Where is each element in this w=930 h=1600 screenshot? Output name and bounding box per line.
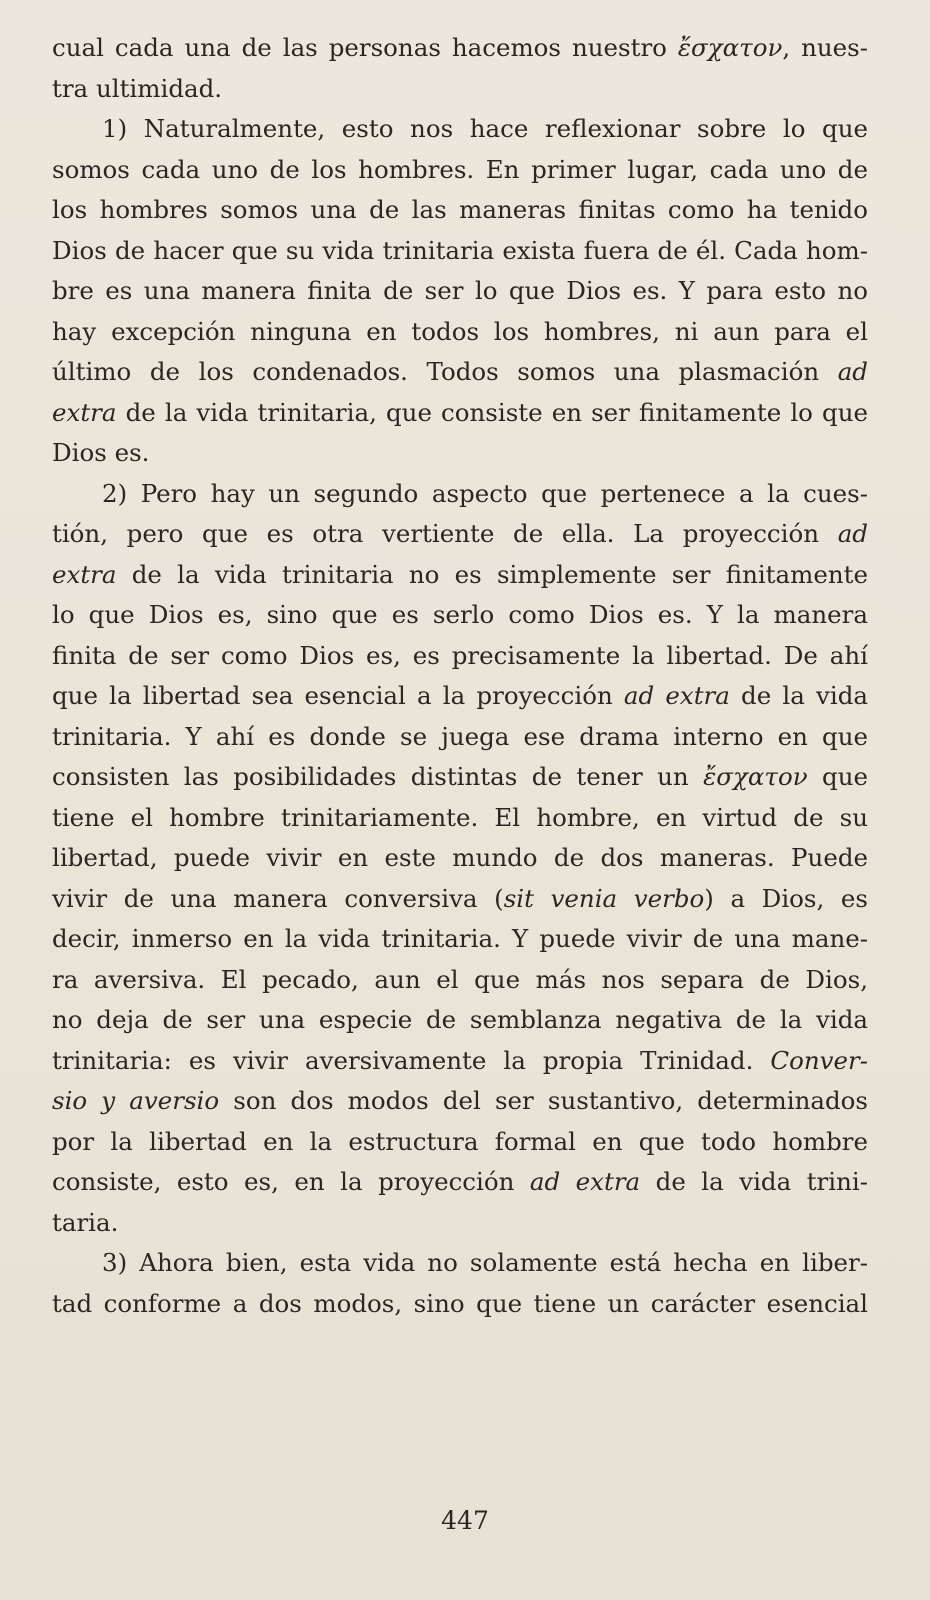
text-line [52,717,868,758]
text-line [52,271,868,312]
italic-text: extra [52,559,117,589]
text-run: tiene el hombre trinitariamente. El hombre, en virtud de su [52,802,868,832]
italic-text: ad [837,357,868,386]
text-run: cual cada una de las personas hacemos nuestro [52,33,678,62]
text-line [52,109,868,150]
text-line [52,1000,868,1041]
text-line [52,555,868,596]
text-line [52,474,868,515]
text-run: de la vida trinitaria, que consiste en ser finitamente lo que [116,397,868,427]
text-line [52,352,868,393]
text-line [52,150,868,191]
text-run: ra aversiva. El pecado, aun el que más nos separa de Dios, [52,964,868,994]
text-run: decir, inmerso en la vida trinitaria. Y puede vivir de una mane- [52,924,868,953]
text-line [52,919,868,960]
page-number: 447 [441,1506,489,1535]
text-run: finita de ser como Dios es, es precisamente la libertad. De ahí [52,640,868,670]
text-line [52,595,868,636]
text-line [52,190,868,231]
italic-text: ad [837,519,868,548]
text-line [52,393,868,434]
text-line [52,636,868,677]
text-run: trinitaria: es vivir aversivamente la propia Trinidad. [52,1045,771,1075]
text-run: consiste, esto es, en la proyección [52,1167,530,1196]
text-run: tad conforme a dos modos, sino que tiene un carácter esencial [52,1288,868,1318]
text-run: los hombres somos una de las maneras finitas como ha tenido [52,195,868,224]
text-run: 3) Ahora bien, esta vida no solamente está hecha en liber- [102,1248,868,1277]
text-run: son dos modos del ser sustantivo, determinados [219,1086,868,1115]
text-run: que la libertad sea esencial a la proyección [52,681,624,710]
text-line [52,1041,868,1082]
italic-text: sit venia verbo [503,883,705,913]
text-run: somos cada uno de los hombres. En primer lugar, cada uno de [52,154,868,184]
text-line [52,433,868,474]
text-line [52,838,868,879]
italic-text: sio y aversio [52,1086,220,1115]
text-line [52,1203,868,1244]
text-run: bre es una manera finita de ser lo que Dios es. Y para esto no [52,276,868,305]
greek-word: ἔσχατον [703,762,808,791]
text-run: de la vida trini- [640,1167,868,1196]
body-text [52,28,868,1324]
text-run: no deja de ser una especie de semblanza negativa de la vida [52,1005,868,1034]
italic-text: ad extra [623,681,730,710]
text-run: último de los condenados. Todos somos una plasmación [52,357,838,386]
text-run: 1) Naturalmente, esto nos hace reflexionar sobre lo que [102,114,868,143]
text-run: tión, pero que es otra vertiente de ella. La proyección [52,519,838,548]
text-line [52,879,868,920]
text-line [52,676,868,717]
italic-text: extra [52,397,117,427]
text-line [52,960,868,1001]
text-run: Dios de hacer que su vida trinitaria exista fuera de él. Cada hom- [52,235,868,265]
text-run: trinitaria. Y ahí es donde se juega ese drama interno en que [52,721,868,751]
text-run: libertad, puede vivir en este mundo de dos maneras. Puede [52,843,868,872]
italic-text: Conver- [770,1045,868,1075]
text-line [52,231,868,272]
text-line [52,1081,868,1122]
text-run: , nues- [782,33,868,62]
text-run: lo que Dios es, sino que es serlo como Dios es. Y la manera [52,600,868,629]
text-run: vivir de una manera conversiva ( [52,883,504,913]
text-line [52,757,868,798]
greek-word: ἔσχατον [677,33,783,62]
text-run: consisten las posibilidades distintas de tener un [52,762,704,791]
text-run: de la vida trinitaria no es simplemente ser finitamente [116,559,868,589]
text-line [52,1243,868,1284]
text-run: por la libertad en la estructura formal en que todo hombre [52,1126,868,1156]
text-run: Dios es. [52,438,150,467]
text-line [52,69,868,110]
text-line [52,1122,868,1163]
text-line [52,312,868,353]
text-run: taria. [52,1207,119,1237]
text-run: hay excepción ninguna en todos los hombres, ni aun para el [52,316,868,346]
text-line [52,798,868,839]
text-run: de la vida [729,681,868,710]
text-run: que [807,762,869,791]
text-line [52,1162,868,1203]
text-line [52,1284,868,1325]
italic-text: ad extra [529,1167,641,1196]
text-run: ) a Dios, es [704,883,868,913]
text-line [52,514,868,555]
text-run: tra ultimidad. [52,73,223,103]
text-line [52,28,868,69]
text-run: 2) Pero hay un segundo aspecto que pertenece a la cues- [102,478,868,508]
